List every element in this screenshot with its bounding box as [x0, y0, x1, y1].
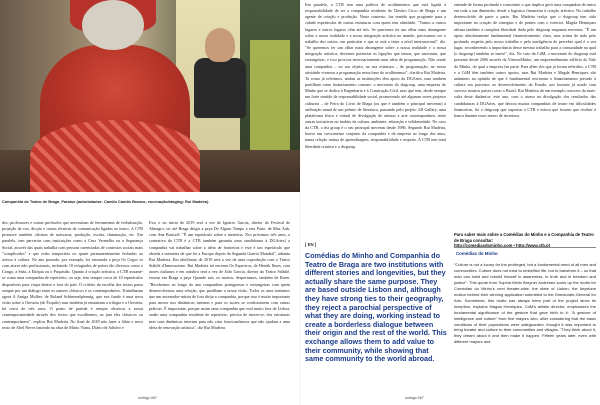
english-lead-paragraph: Comédias do Minho and Companhia do Teatro de Braga are two institutions with different stories and longevities, but they actually share the same purpose. They are based outside Lisbon and, although they have strong ties to their geography, they reject a parochial perspective of what they are doing, working instead to create a borderless dialogue between their origin and the rest of the world. This exchange allows them to add value to their community, while showing that same community to the world abroad. — [305, 251, 447, 364]
section-divider — [454, 247, 596, 248]
footer-left: umbigo 067 — [138, 396, 157, 400]
section-title: Comédias do Minho — [456, 251, 498, 256]
column-2-text: Eva, e no início de 2019 será a vez de Ignácio García, diretor do Festival de Almagro, vir até Braga dirigir a peça De Algum Tempo a esta Parte, de Max Aub, com Ana Bustorff. "É um espetáculo sobre a memória. Nos próximos três anos, a contrativa da CTB é a CTB também garantiu uma candidatura à DGArtes] a companhia vai trabalhar sobre a ideia de fronteiras e este é um espetáculo que aborda a memória de que foi a Europa depois da Segunda Guerra Mundial", adianta Rui Madeira. Em abril/maio de 2019 será a vez de uma coprodução com o Teatro Stábilé d'Innovazione. Rui Madeira irá encenar Os Espectros, de Henrik Ibsen, com atores italianos e em outubro será a vez de João Garcia, diretor do Teatro Stábilé, estrear em Braga a peça Quando nós, os mortos, despertamos, também de Ibsen. "Recebemos ao longo do ano companhias portuguesas e estrangeiras com quem desenvolvemos uma relação, que partilham a nossa visão. Todos os anos tentamos que um encenador-artista de fora dirija a companhia, porque isso é muito importante para mexer nos dinâmicas internas e para os atores se confrontarem com outras práticas. É importante, porque assim uma companhia que está muito fora de Lisboa, senão uma companhia residente de repertório, precisa de mexer-se, dos estruturas mas suas dinâmicas internas para não criar funcionalismos que não ajudam a uma ideia de renovação artística", diz Rui Madeira. — [149, 220, 290, 330]
article-column-2 — [149, 220, 290, 331]
footer-right: umbigo 067 — [405, 396, 424, 400]
photo-figure-head — [82, 0, 144, 50]
article-column-3 — [305, 2, 446, 150]
article-column-4 — [454, 2, 596, 119]
column-3-text: Em paralelo, a CTB tem uma política de acolhimentos que está ligada à responsabilidade de ser a companhia residente do Theatro Circo de Braga e um agente de criação e produção. Neste contexto, faz sentido que programe para a cidade espetáculos de outras estruturas com quem tem afinidade. "Vamos a outros lugares e outros lugares vêm até nós. Se queremos ter um olhar mais abrangente sobre a nossa realidade e a nossa integração artística no mundo, precisamos ver o trabalho dos outros, em particular o que se está a fazer a nível internacional", diz. "Se queremos ter um olhar mais abrangente sobre a nossa realidade e a nossa integração artística, devemos potenciar as ligações que temos, que nacionais, que estrangeiras, e isso provoca necessariamente uma ideia de programação. Não sendo uma companhia – no seu objeto, na sua estrutura – de programação, no nossa atividade vivemos a programação nesta base do acolhimento", clarifica Rui Madeira. Ta como já referimos, ambas as instituições têm apoio da DGArtes, mas também partilham outro financiamento comum: o mecenato do dstgroup, uma empresa do Minho que se dedica à Engenharia e à Construção Civil, mas que tem, desde sempre um forte sentido de responsabilidade social, promovendo até algumas vezes projetos culturais – de Feira do Livro de Braga (ou que é também o principal mecenas) à atribuição anual de um prémio de literatura, passando pelo projeto 24I Gallery, uma plataforma física e virtual de divulgação de artistas e arte contemporânea, entre outras iniciativas no âmbito da cultura, ambiente, educação e solidariedade. No caso da CTB, o dst group é o seu principal mecenas desde 1986. Segundo Rui Madeira, houve um crescimento conjunto da companhia e da empresa ao longo dos anos, numa relação mútua de aprendizagem, responsabilidade e respeito. A CTB tem total liberdade criativa e o dstgroup — [305, 2, 446, 149]
english-section-tag: [ EN ] — [305, 242, 317, 247]
column-1-text: dos, professores e outras profissões que necessitam de ferramentas de verbalização, projeção de voz, dicção e outras técnicas de comunicação ligadas ao teatro. A CTB promove também oficinas de máscaras, produção, escrita, iluminação, etc. Em paralelo, tem parcerias com instituições como a Cruz Vermelha ou a Segurança Social, através das quais trabalha com pessoas carenciadas de contextos sociais mais "complicados" e que estão temporária ou quase permanentemente fechadas ao acesso à cultura. No ano passado, por exemplo, foi encenada a peça Os Cegos só com atores não profissionais, incluindo 10 refugiados de países tão diversos como o Congo, a Síria, a Etiópia ou o Paquistão. Quanto à criação artística, a CTB assume-se como uma companhia de repertório, ou seja, tem sempre cerca de 10 espetáculos disponíveis para viajar dentro e fora do país. O critério da escolha dos textos passa sempre por um diálogo entre os autores clássicos e os contemporâneos. Trabalharam agora A Antiga Mulher, de Roland Schimmelpfennig, que nos fundo é uma nova visão sobre a Oresteia (de Ésquilo) mas também já ensaiaram a trilogia e a Oresteia, há cerca de três anos. O ponto de partida é sempre observar a nossa contemporaneidade através dos textos que escolhemos, ao jam eles clássicos ou contemporâneos", explica Rui Madeira. No final de 2018 não fazer a fábia o novo texto de Abel Neves baseado na obra de Mário Viana, Diário de Aditivo e — [2, 220, 143, 330]
photo-green-panel — [250, 40, 290, 150]
theatre-photo — [0, 0, 300, 192]
photo-costume-frill — [30, 120, 200, 192]
article-column-1 — [2, 220, 143, 331]
photo-caption-bold: Companhia de Teatro de Braga_Paraíso (autoria/autor: Camilo Camilo Branco, encenação/staging: Rui Madeira) — [2, 199, 209, 204]
photo-caption — [2, 199, 298, 204]
more-info-text: Para saber mais sobre a Comédias do Minho e a Companhia de Teatro de Braga consultar: — [454, 232, 594, 243]
column-5-text: "Culture is not a luxury for the privileged, but a fundamental need of all men and communities. Culture does not exist to embellish life, but to transform it – so that man can build and rebuild himself in awareness, in truth and in freedom and justice". This quote from Sophia Mello Breyner Andresen sums up the motto for Comédias do Minho's next theater-wise, the state of Lisbon, the keystone motion behind their winning application submitted to the Directorate-General for Arts. Sometimes, this motto has always been part of the project since its inception, explains Magda Henriques, CdM's artistic director, emphasizes the fundamental significance of the gesture that gave birth to it: "A gesture of intelligence and culture" from five mayors who, after considering that the basic conditions of their populations were safeguarded, thought it was important to bring theater and culture to their communities and villages. "They think about it, they dream about it and then make it happen. Fifteen years later, even with different mayors and — [454, 262, 596, 345]
photo-man-body — [194, 58, 246, 118]
column-4-text: entende de forma profunda e consciente o que implica gerir uma companhia de teatro em toda a sua dimensão, desde a logística financeira à criação artística. No trabalho desenvolvido de parte a parte, Rui Madeira realça que o dstgroup tem sido importante na criação de sinergias e de pontes com o exterior. Magda Henriques afirma também a completa liberdade dada pelo dstgroup enquanto mecenas. "É um apoio absolutamente fundamental financeiramente, claro, mas acima de tudo pelo profundo respeito pelo nosso trabalho e pela inteligência de perceber qual é o seu lugar, reconhecendo a importância desse mesmo trabalho para a comunidade na qual [o dstgroup] também se insere", diz. No caso da CdM, o mecenato do dstgroup está presente desde 2006 através da ViemosMinho, um empreendimento edilício do Vale do Minho, do qual a empresa faz parte. Para além dos que já foram referidos, a CTB e a CdM têm também outros apoios, mas Rui Madeira e Magda Henriques são unânimes na opinião de que é fundamental reorientar o financiamento privado à cultura em parceiros ao desenvolvimento do Estado, um formato já usado com sucesso noutros países como o Brasil. Rui Madeira dá um exemplo concreto da mais-valia deste dinâmica: este ano, com o atraso na divulgação dos resultados das candidaturas à DGArtes, que deixou muitas companhias de teatro em dificuldades financeiras, foi o dstgroup que suportou a CTB e evitou que fossem que receber à banca durante esses meses de incerteza. — [454, 2, 596, 118]
more-info-links[interactable]: http://comediasdominho.com • http://www.ctb.pt — [454, 243, 550, 249]
article-column-5 — [454, 262, 596, 345]
page-fold — [299, 0, 301, 405]
photo-man-head — [205, 28, 235, 62]
